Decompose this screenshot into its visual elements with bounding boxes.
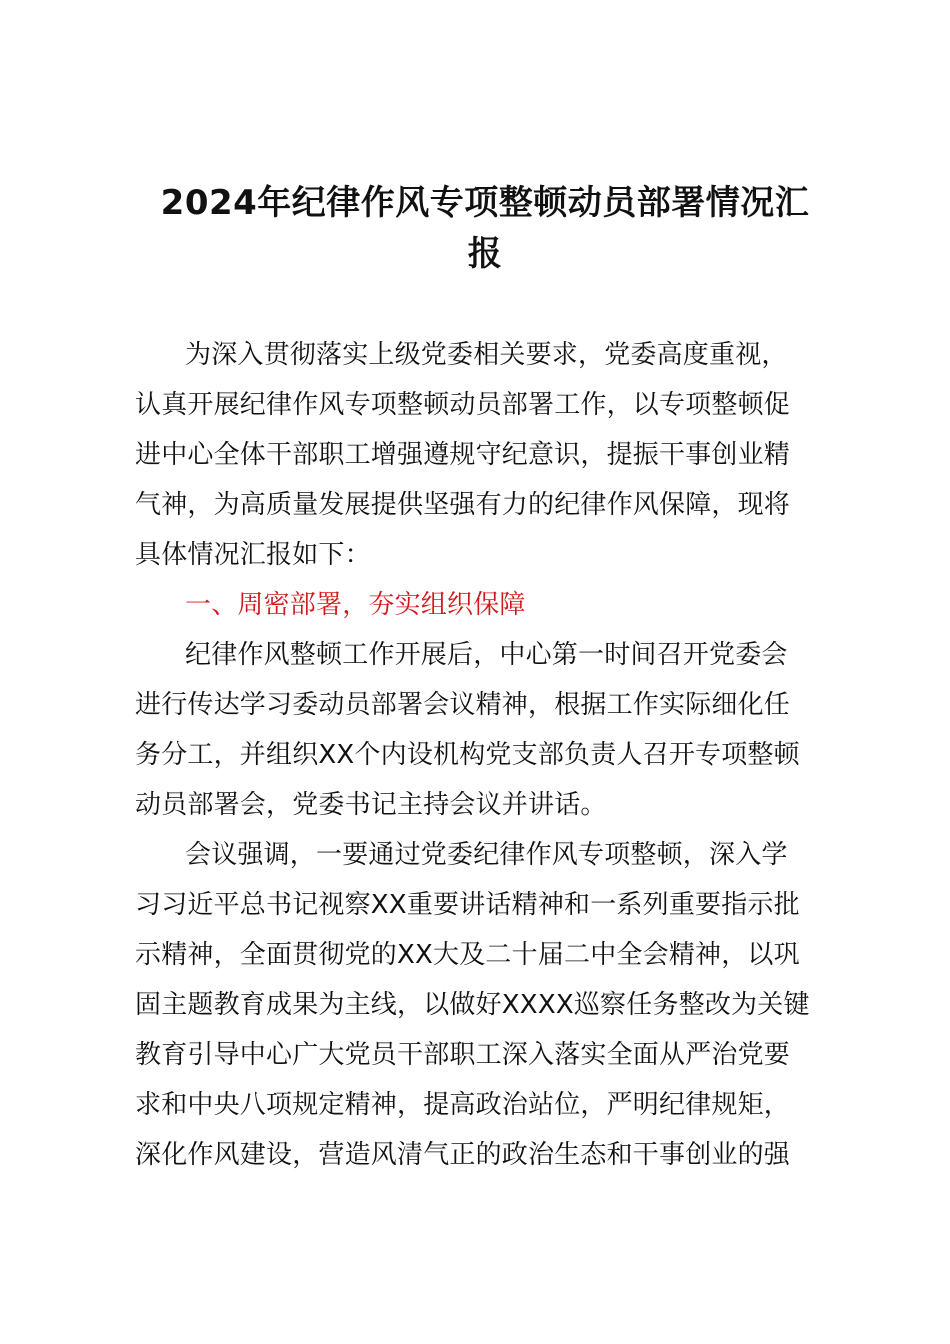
- paragraph-3-line-6: 求和中央八项规定精神，提高政治站位，严明纪律规矩，: [135, 1090, 791, 1120]
- paragraph-2-line-2: 进行传达学习委动员部署会议精神，根据工作实际细化任: [135, 690, 791, 720]
- paragraph-1-line-3: 进中心全体干部职工增强遵规守纪意识，提振干事创业精: [135, 440, 791, 470]
- paragraph-3-line-1: 会议强调，一要通过党委纪律作风专项整顿，深入学: [185, 840, 788, 870]
- document-title-line-2: 报: [467, 234, 503, 274]
- paragraph-3-line-7: 深化作风建设，营造风清气正的政治生态和干事创业的强: [135, 1140, 791, 1170]
- paragraph-1-line-4: 气神，为高质量发展提供坚强有力的纪律作风保障，现将: [135, 490, 791, 520]
- paragraph-2-line-3: 务分工，并组织XX个内设机构党支部负责人召开专项整顿: [135, 740, 800, 770]
- paragraph-2-line-1: 纪律作风整顿工作开展后，中心第一时间召开党委会: [185, 640, 788, 670]
- paragraph-3-line-4: 固主题教育成果为主线，以做好XXXX巡察任务整改为关键: [135, 990, 810, 1020]
- document-title-line-1: 2024年纪律作风专项整顿动员部署情况汇: [160, 183, 810, 223]
- paragraph-1-line-5: 具体情况汇报如下：: [135, 540, 371, 570]
- paragraph-1-line-2: 认真开展纪律作风专项整顿动员部署工作，以专项整顿促: [135, 390, 791, 420]
- paragraph-3-line-3: 示精神，全面贯彻党的XX大及二十届二中全会精神，以巩: [135, 940, 800, 970]
- paragraph-1-line-1: 为深入贯彻落实上级党委相关要求，党委高度重视，: [185, 340, 788, 370]
- paragraph-2-line-4: 动员部署会，党委书记主持会议并讲话。: [135, 790, 607, 820]
- paragraph-3-line-5: 教育引导中心广大党员干部职工深入落实全面从严治党要: [135, 1040, 791, 1070]
- section-1-heading: 一、周密部署，夯实组织保障: [185, 590, 526, 620]
- paragraph-3-line-2: 习习近平总书记视察XX重要讲话精神和一系列重要指示批: [135, 890, 800, 920]
